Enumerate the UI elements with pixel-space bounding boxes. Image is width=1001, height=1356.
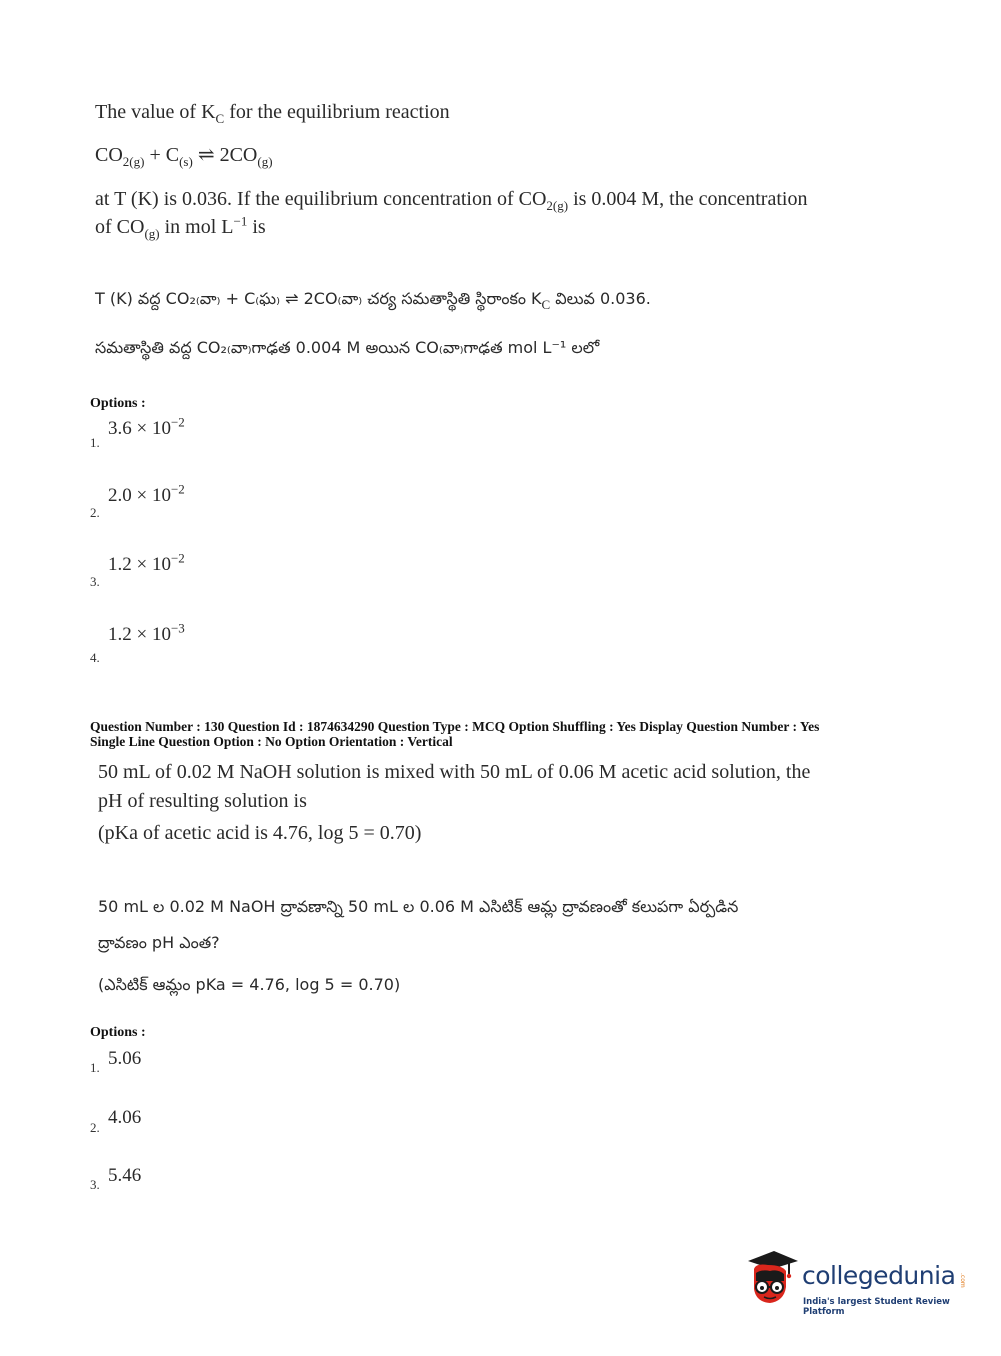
q2-telugu-line-3: (ఎసిటిక్ ఆమ్లం pKa = 4.76, log 5 = 0.70) xyxy=(98,975,401,994)
logo-dotcom: .com xyxy=(959,1273,966,1288)
option-number: 2. xyxy=(90,1120,100,1135)
q1-telugu-line-2: సమతాస్థితి వద్ద CO₂₍వా₎గాఢత 0.004 M అయిన CO₍వా₎గాఢత mol L⁻¹ లలో xyxy=(95,338,600,357)
option-value: $2.0 \times 10^{-2}$ xyxy=(108,481,185,506)
graduate-mascot-icon xyxy=(742,1247,800,1311)
option-number: 2. xyxy=(90,505,100,520)
q1-english-line-1: The value of $K_C$ for the equilibrium reaction xyxy=(95,101,450,126)
option-number: 3. xyxy=(90,574,100,589)
option-number: 3. xyxy=(90,1177,100,1192)
logo-wordmark: collegedunia xyxy=(802,1261,956,1290)
q2-options-label: Options : xyxy=(90,1025,146,1040)
collegedunia-logo[interactable] xyxy=(742,1247,972,1317)
option-value: 5.46 xyxy=(108,1165,142,1186)
option-value: $3.6 \times 10^{-2}$ xyxy=(108,414,185,439)
option-number: 1. xyxy=(90,435,100,450)
q1-options-label: Options : xyxy=(90,396,146,411)
option-value: $1.2 \times 10^{-3}$ xyxy=(108,620,185,645)
q2-meta-line-2: Single Line Question Option : No Option Orientation : Vertical xyxy=(90,734,453,749)
option-number: 4. xyxy=(90,650,100,665)
q2-english-line-3: (pKa of acetic acid is 4.76, log 5 = 0.70) xyxy=(98,822,422,844)
option-value: 4.06 xyxy=(108,1107,142,1128)
q2-english-line-2: pH of resulting solution is xyxy=(98,790,307,812)
q1-equation: $CO_{2(g)} + C_{(s)}$ ⇌ $2CO_{(g)}$ xyxy=(95,144,273,169)
q1-english-line-4: of $CO_{(g)}$ in mol $L^{-1}$ is xyxy=(95,213,266,241)
q1-telugu-line-1: T (K) వద్ద CO₂₍వా₎ + C₍ఘ₎ ⇌ 2CO₍వా₎ చర్య సమతాస్థితి స్థిరాంకం $K_C$ విలువ 0.036. xyxy=(95,289,651,312)
q2-english-line-1: 50 mL of 0.02 M NaOH solution is mixed with 50 mL of 0.06 M acetic acid solution, the xyxy=(98,761,811,783)
q2-meta-line-1: Question Number : 130 Question Id : 1874634290 Question Type : MCQ Option Shuffling : Yes Display Question Number : Yes xyxy=(90,719,820,734)
q2-telugu-line-2: ద్రావణం pH ఎంత? xyxy=(98,933,220,952)
logo-tagline: India's largest Student Review Platform xyxy=(803,1297,950,1317)
option-value: 5.06 xyxy=(108,1048,142,1069)
option-number: 1. xyxy=(90,1060,100,1075)
option-value: $1.2 \times 10^{-2}$ xyxy=(108,550,185,575)
q2-telugu-line-1: 50 mL ల 0.02 M NaOH ద్రావణాన్ని 50 mL ల 0.06 M ఎసిటిక్ ఆమ్ల ద్రావణంతో కలుపగా ఏర్పడిన xyxy=(98,897,739,916)
q1-english-line-3: at T (K) is 0.036. If the equilibrium concentration of $CO_{2(g)}$ is 0.004 M, the concentration xyxy=(95,188,808,213)
